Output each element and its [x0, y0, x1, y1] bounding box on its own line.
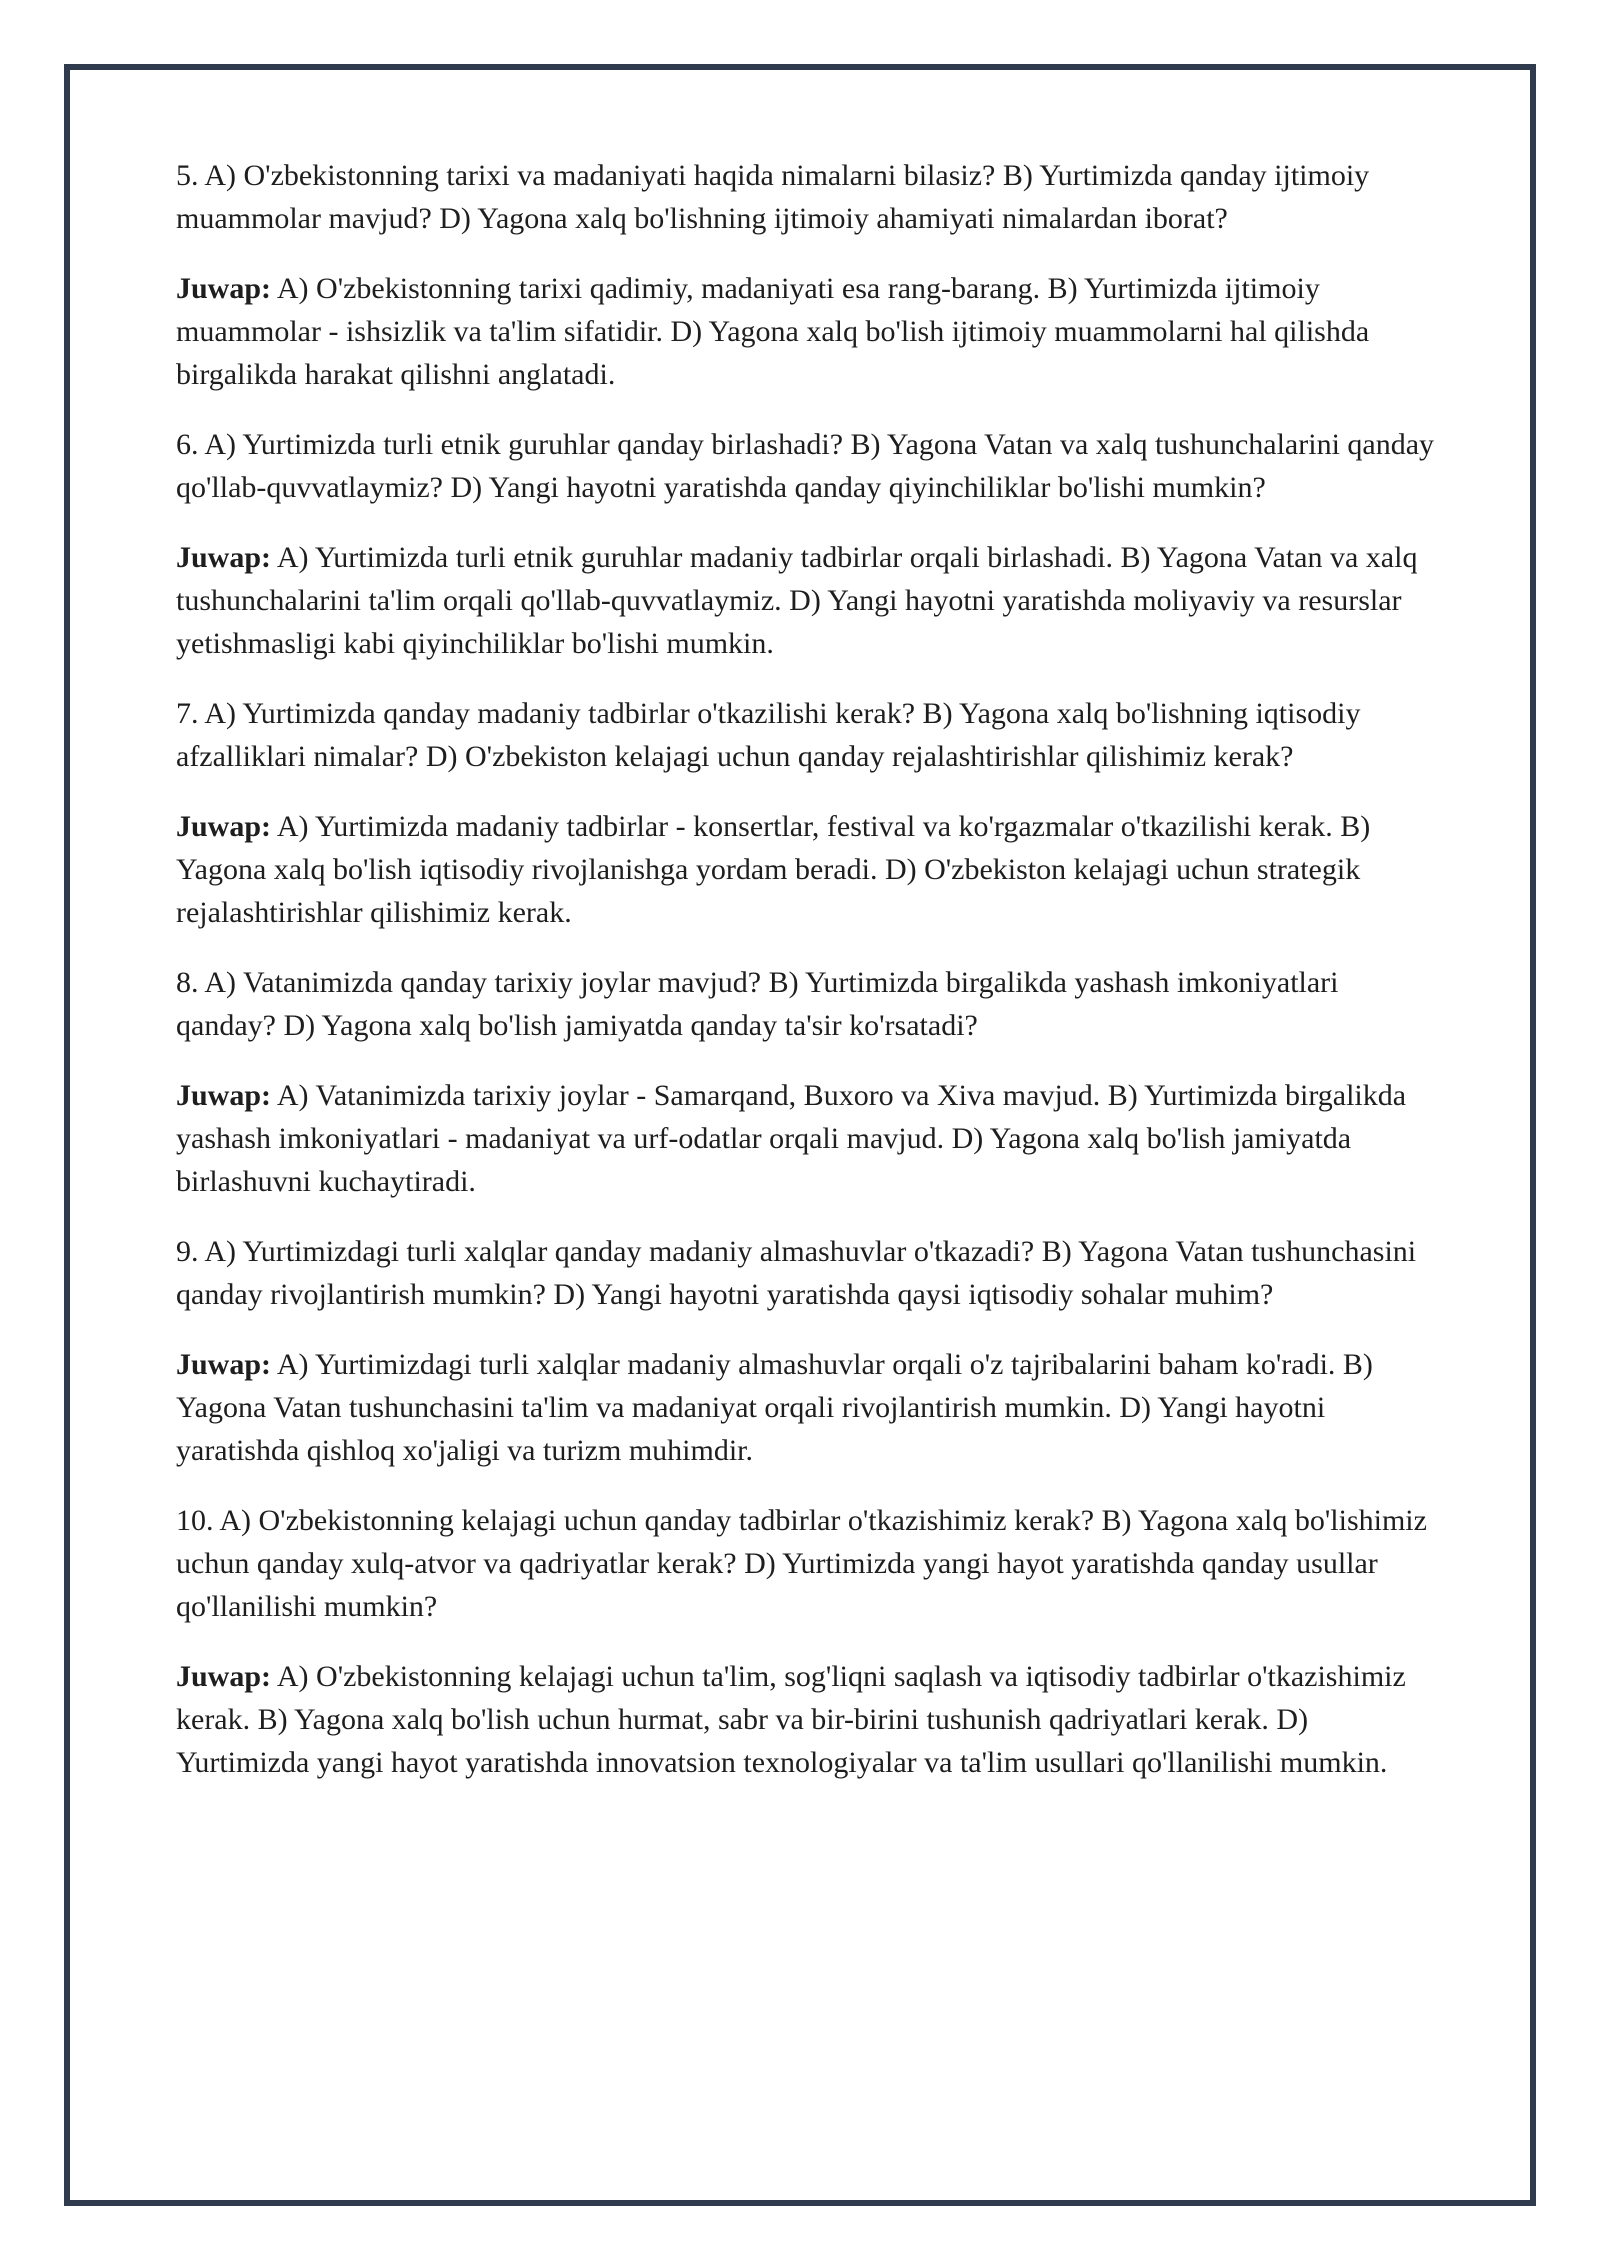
question-text: 8. A) Vatanimizda qanday tarixiy joylar mavjud? B) Yurtimizda birgalikda yashash imkoniyatlari qanday? D) Yagona xalq bo'lish jamiyatda qanday ta'sir ko'rsatadi?	[176, 966, 1339, 1042]
answer-label: Juwap:	[176, 810, 272, 843]
question-paragraph	[176, 1230, 1438, 1316]
answer-text: A) Yurtimizda turli etnik guruhlar madaniy tadbirlar orqali birlashadi. B) Yagona Vatan va xalq tushunchalarini ta'lim orqali qo'llab-quvvatlaymiz. D) Yangi hayotni yaratishda moliyaviy va resurslar yetishmasligi kabi qiyinchiliklar bo'lishi mumkin.	[176, 541, 1418, 660]
question-paragraph	[176, 423, 1438, 509]
answer-label: Juwap:	[176, 1660, 272, 1693]
question-text: 10. A) O'zbekistonning kelajagi uchun qanday tadbirlar o'tkazishimiz kerak? B) Yagona xalq bo'lishimiz uchun qanday xulq-atvor va qadriyatlar kerak? D) Yurtimizda yangi hayot yaratishda qanday usullar qo'llanilishi mumkin?	[176, 1504, 1427, 1623]
question-text: 7. A) Yurtimizda qanday madaniy tadbirlar o'tkazilishi kerak? B) Yagona xalq bo'lishning iqtisodiy afzalliklari nimalar? D) O'zbekiston kelajagi uchun qanday rejalashtirishlar qilishimiz kerak?	[176, 697, 1361, 773]
question-paragraph	[176, 692, 1438, 778]
answer-text: A) O'zbekistonning kelajagi uchun ta'lim, sog'liqni saqlash va iqtisodiy tadbirlar o'tkazishimiz kerak. B) Yagona xalq bo'lish uchun hurmat, sabr va bir-birini tushunish qadriyatlari kerak. D) Yurtimizda yangi hayot yaratishda innovatsion texnologiyalar va ta'lim usullari qo'llanilishi mumkin.	[176, 1660, 1406, 1779]
answer-label: Juwap:	[176, 1079, 272, 1112]
document-body	[176, 154, 1438, 1811]
question-paragraph	[176, 1499, 1438, 1628]
answer-text: A) Yurtimizda madaniy tadbirlar - konsertlar, festival va ko'rgazmalar o'tkazilishi kerak. B) Yagona xalq bo'lish iqtisodiy rivojlanishga yordam beradi. D) O'zbekiston kelajagi uchun strategik rejalashtirishlar qilishimiz kerak.	[176, 810, 1371, 929]
answer-text: A) Vatanimizda tarixiy joylar - Samarqand, Buxoro va Xiva mavjud. B) Yurtimizda birgalikda yashash imkoniyatlari - madaniyat va urf-odatlar orqali mavjud. D) Yagona xalq bo'lish jamiyatda birlashuvni kuchaytiradi.	[176, 1079, 1407, 1198]
answer-label: Juwap:	[176, 272, 272, 305]
answer-label: Juwap:	[176, 1348, 272, 1381]
answer-paragraph	[176, 1343, 1438, 1472]
answer-text: A) O'zbekistonning tarixi qadimiy, madaniyati esa rang-barang. B) Yurtimizda ijtimoiy muammolar - ishsizlik va ta'lim sifatidir. D) Yagona xalq bo'lish ijtimoiy muammolarni hal qilishda birgalikda harakat qilishni anglatadi.	[176, 272, 1370, 391]
question-text: 9. A) Yurtimizdagi turli xalqlar qanday madaniy almashuvlar o'tkazadi? B) Yagona Vatan tushunchasini qanday rivojlantirish mumkin? D) Yangi hayotni yaratishda qaysi iqtisodiy sohalar muhim?	[176, 1235, 1417, 1311]
answer-paragraph	[176, 536, 1438, 665]
question-text: 5. A) O'zbekistonning tarixi va madaniyati haqida nimalarni bilasiz? B) Yurtimizda qanday ijtimoiy muammolar mavjud? D) Yagona xalq bo'lishning ijtimoiy ahamiyati nimalardan iborat?	[176, 159, 1370, 235]
answer-text: A) Yurtimizdagi turli xalqlar madaniy almashuvlar orqali o'z tajribalarini baham ko'radi. B) Yagona Vatan tushunchasini ta'lim va madaniyat orqali rivojlantirish mumkin. D) Yangi hayotni yaratishda qishloq xo'jaligi va turizm muhimdir.	[176, 1348, 1373, 1467]
question-text: 6. A) Yurtimizda turli etnik guruhlar qanday birlashadi? B) Yagona Vatan va xalq tushunchalarini qanday qo'llab-quvvatlaymiz? D) Yangi hayotni yaratishda qanday qiyinchiliklar bo'lishi mumkin?	[176, 428, 1435, 504]
answer-paragraph	[176, 805, 1438, 934]
answer-paragraph	[176, 1655, 1438, 1784]
question-paragraph	[176, 961, 1438, 1047]
question-paragraph	[176, 154, 1438, 240]
answer-label: Juwap:	[176, 541, 272, 574]
answer-paragraph	[176, 1074, 1438, 1203]
answer-paragraph	[176, 267, 1438, 396]
